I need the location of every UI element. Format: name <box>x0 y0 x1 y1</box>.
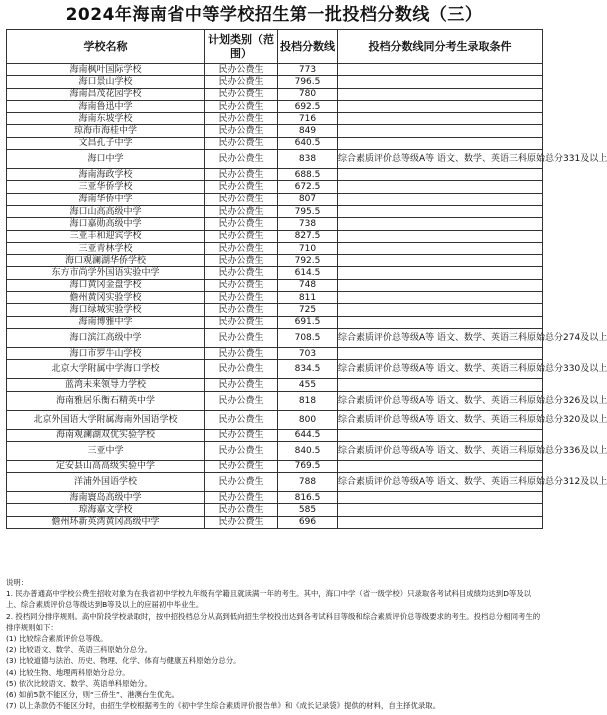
cell-plan: 民办公费生 <box>205 379 278 391</box>
cell-plan: 民办公费生 <box>205 230 278 242</box>
page-title: 2024年海南省中等学校招生第一批投档分数线（三） <box>65 5 483 25</box>
table-row <box>7 230 543 242</box>
table-row <box>7 64 543 76</box>
cell-school: 三亚青林学校 <box>7 242 205 254</box>
cell-school: 海南枫叶国际学校 <box>7 64 205 76</box>
table-row <box>7 125 543 137</box>
cell-score: 811 <box>278 292 338 304</box>
cell-plan: 民办公费生 <box>205 64 278 76</box>
cell-school: 北京外国语大学附属海南外国语学校 <box>7 410 205 429</box>
cell-plan: 民办公费生 <box>205 113 278 125</box>
notes-label: 说明： <box>6 578 29 587</box>
cell-school: 海口市罗牛山学校 <box>7 347 205 359</box>
table-row <box>7 169 543 181</box>
cell-score: 796.5 <box>278 76 338 88</box>
cell-score: 827.5 <box>278 230 338 242</box>
cell-cond <box>338 100 543 112</box>
cell-cond <box>338 516 543 528</box>
cell-school: 蓝湾未来领导力学校 <box>7 379 205 391</box>
cell-score: 614.5 <box>278 267 338 279</box>
cell-plan: 民办公费生 <box>205 125 278 137</box>
cell-school: 海南雅居乐衡石精英中学 <box>7 391 205 410</box>
cell-plan: 民办公费生 <box>205 441 278 460</box>
cell-plan: 民办公费生 <box>205 360 278 379</box>
cell-plan: 民办公费生 <box>205 504 278 516</box>
cell-cond <box>338 230 543 242</box>
cell-school: 海口滨江高级中学 <box>7 328 205 347</box>
cell-school: 海口黄冈金盘学校 <box>7 279 205 291</box>
cell-cond <box>338 113 543 125</box>
cell-school: 定安县山高高级实验中学 <box>7 460 205 472</box>
table-row <box>7 473 543 492</box>
cell-cond <box>338 255 543 267</box>
cell-score: 818 <box>278 391 338 410</box>
cell-cond <box>338 379 543 391</box>
cell-school: 海南鲁迅中学 <box>7 100 205 112</box>
cell-school: 洋浦外国语学校 <box>7 473 205 492</box>
cell-score: 644.5 <box>278 429 338 441</box>
cell-school: 海南昌茂花园学校 <box>7 88 205 100</box>
cell-plan: 民办公费生 <box>205 460 278 472</box>
cell-plan: 民办公费生 <box>205 347 278 359</box>
table-row <box>7 292 543 304</box>
cell-cond: 综合素质评价总等级A等 语文、数学、英语三科原始总分336及以上 <box>338 441 543 460</box>
cell-score: 688.5 <box>278 169 338 181</box>
cell-cond: 综合素质评价总等级A等 语文、数学、英语三科原始总分326及以上 <box>338 391 543 410</box>
table-row <box>7 113 543 125</box>
cell-score: 807 <box>278 193 338 205</box>
cell-score: 769.5 <box>278 460 338 472</box>
cell-plan: 民办公费生 <box>205 429 278 441</box>
note-item: (5) 依次比较语文、数学、英语单科原始分。 <box>6 678 152 688</box>
cell-plan: 民办公费生 <box>205 292 278 304</box>
cell-score: 788 <box>278 473 338 492</box>
note-item: (7) 以上条款仍不能区分时，由招生学校根据考生的《初中学生综合素质评价报告单》和《成长记录袋》提供的材料，自主择优录取。 <box>6 701 441 711</box>
table-row <box>7 255 543 267</box>
note-item: 2. 投档同分排序规则。高中阶段学校录取时，按中招投档总分从高到低向招生学校投出达到各考试科目等级和综合素质评价总等级要求的考生。投档总分相同考生的排序规则如下： <box>6 611 541 632</box>
table-row <box>7 218 543 230</box>
cell-school: 海口嘉勋高级中学 <box>7 218 205 230</box>
cell-score: 816.5 <box>278 492 338 504</box>
cell-school: 三亚华侨学校 <box>7 181 205 193</box>
cell-plan: 民办公费生 <box>205 150 278 169</box>
note-item: (4) 比较生物、地理两科原始分总分。 <box>6 667 130 677</box>
cell-plan: 民办公费生 <box>205 516 278 528</box>
cell-plan: 民办公费生 <box>205 279 278 291</box>
table-row <box>7 242 543 254</box>
cell-cond <box>338 267 543 279</box>
cell-cond <box>338 137 543 149</box>
cell-score: 716 <box>278 113 338 125</box>
cell-plan: 民办公费生 <box>205 88 278 100</box>
cell-score: 800 <box>278 410 338 429</box>
header-plan: 计划类别（范围） <box>205 30 278 64</box>
cell-score: 834.5 <box>278 360 338 379</box>
cell-score: 795.5 <box>278 205 338 217</box>
table-row <box>7 516 543 528</box>
table-row <box>7 460 543 472</box>
cell-school: 北京大学附属中学海口学校 <box>7 360 205 379</box>
cell-score: 640.5 <box>278 137 338 149</box>
cell-school: 海口山高高级中学 <box>7 205 205 217</box>
cell-plan: 民办公费生 <box>205 205 278 217</box>
cell-score: 780 <box>278 88 338 100</box>
cell-school: 海南东坡学校 <box>7 113 205 125</box>
cell-cond: 综合素质评价总等级A等 语文、数学、英语三科原始总分330及以上 <box>338 360 543 379</box>
note-item: (6) 如前5款不能区分，则“三侨生”、港澳台生优先。 <box>6 690 179 700</box>
cell-plan: 民办公费生 <box>205 169 278 181</box>
cell-school: 海口景山学校 <box>7 76 205 88</box>
cell-score: 849 <box>278 125 338 137</box>
cell-score: 710 <box>278 242 338 254</box>
cell-plan: 民办公费生 <box>205 304 278 316</box>
table-row <box>7 328 543 347</box>
cell-school: 海口观澜湖华侨学校 <box>7 255 205 267</box>
cell-score: 692.5 <box>278 100 338 112</box>
cell-score: 773 <box>278 64 338 76</box>
cell-score: 792.5 <box>278 255 338 267</box>
cell-plan: 民办公费生 <box>205 181 278 193</box>
table-row <box>7 267 543 279</box>
table-row <box>7 347 543 359</box>
table-row <box>7 391 543 410</box>
cell-score: 725 <box>278 304 338 316</box>
cell-cond <box>338 316 543 328</box>
table-body <box>7 64 607 529</box>
table-header-row <box>7 30 543 64</box>
table-row <box>7 316 543 328</box>
cell-cond <box>338 429 543 441</box>
table-row <box>7 410 543 429</box>
notes-section <box>6 577 542 711</box>
cell-cond <box>338 64 543 76</box>
header-school: 学校名称 <box>7 30 205 64</box>
cell-cond <box>338 169 543 181</box>
note-item: (2) 比较语文、数学、英语三科原始分总分。 <box>6 645 152 655</box>
table-row <box>7 304 543 316</box>
cell-score: 708.5 <box>278 328 338 347</box>
cell-cond <box>338 504 543 516</box>
cell-school: 琼海市海桂中学 <box>7 125 205 137</box>
cell-cond <box>338 242 543 254</box>
cell-score: 738 <box>278 218 338 230</box>
cell-school: 儋州环新英湾黄冈高级中学 <box>7 516 205 528</box>
note-item: (1) 比较综合素质评价总等级。 <box>6 634 108 644</box>
cell-school: 文昌孔子中学 <box>7 137 205 149</box>
score-table <box>6 29 607 529</box>
cell-cond <box>338 125 543 137</box>
cell-cond <box>338 279 543 291</box>
cell-plan: 民办公费生 <box>205 328 278 347</box>
table-row <box>7 205 543 217</box>
cell-score: 696 <box>278 516 338 528</box>
cell-school: 海南寰岛高级中学 <box>7 492 205 504</box>
table-row <box>7 492 543 504</box>
cell-score: 838 <box>278 150 338 169</box>
cell-plan: 民办公费生 <box>205 76 278 88</box>
cell-school: 海南博雅中学 <box>7 316 205 328</box>
table-row <box>7 100 543 112</box>
table-row <box>7 360 543 379</box>
cell-cond: 综合素质评价总等级A等 语文、数学、英语三科原始总分320及以上 <box>338 410 543 429</box>
cell-school: 海口中学 <box>7 150 205 169</box>
cell-cond <box>338 76 543 88</box>
table-row <box>7 193 543 205</box>
cell-plan: 民办公费生 <box>205 100 278 112</box>
cell-school: 海南观澜湖双优实验学校 <box>7 429 205 441</box>
cell-score: 455 <box>278 379 338 391</box>
cell-plan: 民办公费生 <box>205 391 278 410</box>
cell-score: 585 <box>278 504 338 516</box>
cell-school: 海南华侨中学 <box>7 193 205 205</box>
cell-cond <box>338 347 543 359</box>
cell-school: 东方市尚学外国语实验中学 <box>7 267 205 279</box>
cell-school: 琼海嘉文学校 <box>7 504 205 516</box>
cell-school: 三亚丰和迎宾学校 <box>7 230 205 242</box>
cell-score: 748 <box>278 279 338 291</box>
cell-score: 703 <box>278 347 338 359</box>
cell-school: 儋州黄冈实验学校 <box>7 292 205 304</box>
cell-cond <box>338 181 543 193</box>
cell-cond <box>338 460 543 472</box>
cell-cond <box>338 492 543 504</box>
cell-cond: 综合素质评价总等级A等 语文、数学、英语三科原始总分274及以上 <box>338 328 543 347</box>
cell-plan: 民办公费生 <box>205 267 278 279</box>
cell-cond <box>338 218 543 230</box>
cell-school: 三亚中学 <box>7 441 205 460</box>
table-row <box>7 279 543 291</box>
cell-plan: 民办公费生 <box>205 255 278 267</box>
cell-cond <box>338 292 543 304</box>
table-row <box>7 504 543 516</box>
cell-school: 海南海政学校 <box>7 169 205 181</box>
table-row <box>7 441 543 460</box>
cell-cond <box>338 304 543 316</box>
cell-plan: 民办公费生 <box>205 492 278 504</box>
cell-cond <box>338 205 543 217</box>
table-row <box>7 150 543 169</box>
note-item: 1. 民办普通高中学校公费生招收对象为在我省初中学校九年级有学籍且就读满一年的考生。其中，海口中学（省一级学校）只录取各考试科目成绩均达到D等及以上、综合素质评价总等级达到B等及以上的应届初中毕业生。 <box>6 589 532 610</box>
cell-plan: 民办公费生 <box>205 218 278 230</box>
cell-score: 691.5 <box>278 316 338 328</box>
cell-plan: 民办公费生 <box>205 410 278 429</box>
table-row <box>7 137 543 149</box>
table-row <box>7 429 543 441</box>
cell-cond <box>338 88 543 100</box>
cell-cond: 综合素质评价总等级A等 语文、数学、英语三科原始总分331及以上 <box>338 150 543 169</box>
cell-cond: 综合素质评价总等级A等 语文、数学、英语三科原始总分312及以上 <box>338 473 543 492</box>
cell-school: 海口绿城实验学校 <box>7 304 205 316</box>
header-score: 投档分数线 <box>278 30 338 64</box>
cell-plan: 民办公费生 <box>205 242 278 254</box>
table-row <box>7 76 543 88</box>
table-row <box>7 379 543 391</box>
cell-plan: 民办公费生 <box>205 137 278 149</box>
cell-score: 672.5 <box>278 181 338 193</box>
header-cond: 投档分数线同分考生录取条件 <box>338 30 543 64</box>
cell-score: 840.5 <box>278 441 338 460</box>
table-row <box>7 88 543 100</box>
note-item: (3) 比较道德与法治、历史、物理、化学、体育与健康五科原始分总分。 <box>6 656 241 666</box>
cell-plan: 民办公费生 <box>205 316 278 328</box>
cell-plan: 民办公费生 <box>205 473 278 492</box>
cell-plan: 民办公费生 <box>205 193 278 205</box>
cell-cond <box>338 193 543 205</box>
table-row <box>7 181 543 193</box>
